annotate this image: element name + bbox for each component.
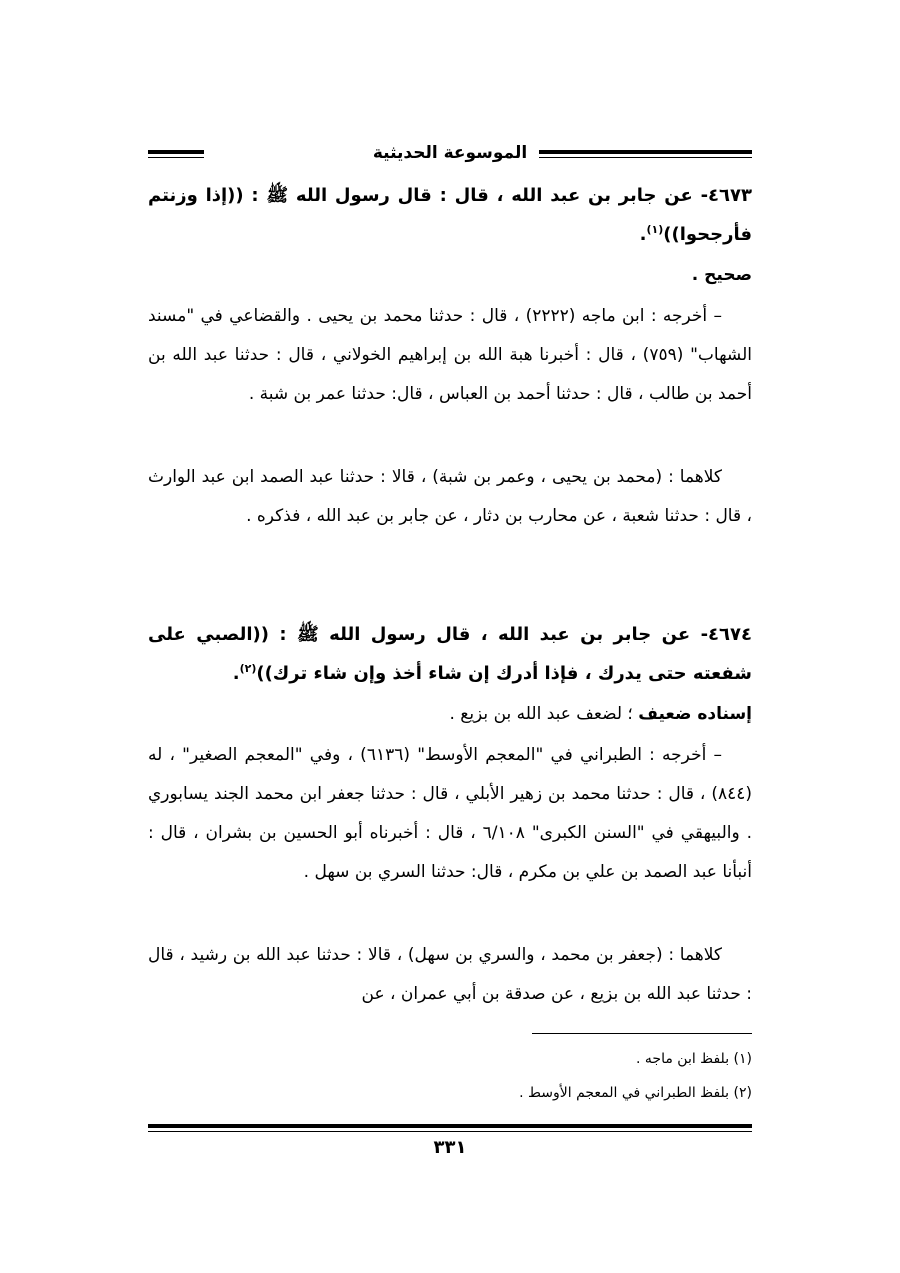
footnote-separator — [532, 1033, 752, 1034]
takhrij-paragraph: – أخرجه : ابن ماجه (٢٢٢٢) ، قال : حدثنا محمد بن يحيى . والقضاعي في "مسند الشهاب" (٧٥٩) ، قال : أخبرنا هبة الله بن إبراهيم الخولاني ، قال : حدثنا عبد الله بن أحمد بن طالب ، قال : حدثنا أحمد بن العباس ، قال: حدثنا عمر بن شبة . — [148, 306, 752, 404]
hadith-4673-grade — [148, 256, 752, 295]
hadith-text: ٤٦٧٣- عن جابر بن عبد الله ، قال : قال رسول الله ﷺ : ((إذا وزنتم فأرجحوا)) — [148, 185, 752, 245]
footnote-2: (٢) بلفظ الطبراني في المعجم الأوسط . — [519, 1085, 752, 1101]
footnote-1: (١) بلفظ ابن ماجه . — [636, 1051, 752, 1067]
hadith-4673-heading — [148, 176, 752, 254]
hadith-4673-chain — [148, 458, 752, 536]
footer-rule — [148, 1124, 752, 1132]
footnote-ref: (١) — [646, 223, 664, 236]
chain-paragraph: كلاهما : (جعفر بن محمد ، والسري بن سهل) ، قالا : حدثنا عبد الله بن رشيد ، قال : حدثنا عبد الله بن بزيع ، عن صدقة بن أبي عمران ، عن — [148, 945, 752, 1004]
grade-bold: إسناده ضعيف — [638, 704, 752, 724]
book-title: الموسوعة الحديثية — [361, 143, 539, 163]
page-number: ٣٣١ — [433, 1137, 467, 1158]
chain-paragraph: كلاهما : (محمد بن يحيى ، وعمر بن شبة) ، قالا : حدثنا عبد الصمد ابن عبد الوارث ، قال : حدثنا شعبة ، عن محارب بن دثار ، عن جابر بن عبد الله ، فذكره . — [148, 467, 752, 526]
hadith-4673-takhrij — [148, 297, 752, 414]
hadith-4674-takhrij — [148, 736, 752, 892]
hadith-4674-grade — [148, 695, 752, 734]
heading-end: . — [639, 224, 647, 245]
footnote-ref: (٢) — [239, 662, 257, 675]
grade-text: صحيح . — [691, 265, 752, 285]
heading-end: . — [232, 663, 240, 684]
hadith-4674-chain — [148, 936, 752, 1014]
grade-reason: ؛ لضعف عبد الله بن بزيع . — [449, 704, 639, 724]
hadith-text: ٤٦٧٤- عن جابر بن عبد الله ، قال رسول الله ﷺ : ((الصبي على شفعته حتى يدرك ، فإذا أدرك إن شاء أخذ وإن شاء ترك)) — [148, 624, 752, 684]
hadith-4674-heading — [148, 615, 752, 693]
takhrij-paragraph: – أخرجه : الطبراني في "المعجم الأوسط" (٦١٣٦) ، وفي "المعجم الصغير" ، له (٨٤٤) ، قال : حدثنا محمد بن زهير الأبلي ، قال : حدثنا جعفر ابن محمد الجند يسابوري . والبيهقي في "السنن الكبرى" ٦/١٠٨ ، قال : أخبرناه أبو الحسين بن بشران ، قال : أنبأنا عبد الصمد بن علي بن مكرم ، قال: حدثنا السري بن سهل . — [148, 745, 752, 882]
running-header — [148, 140, 752, 174]
footnotes — [148, 1042, 752, 1110]
